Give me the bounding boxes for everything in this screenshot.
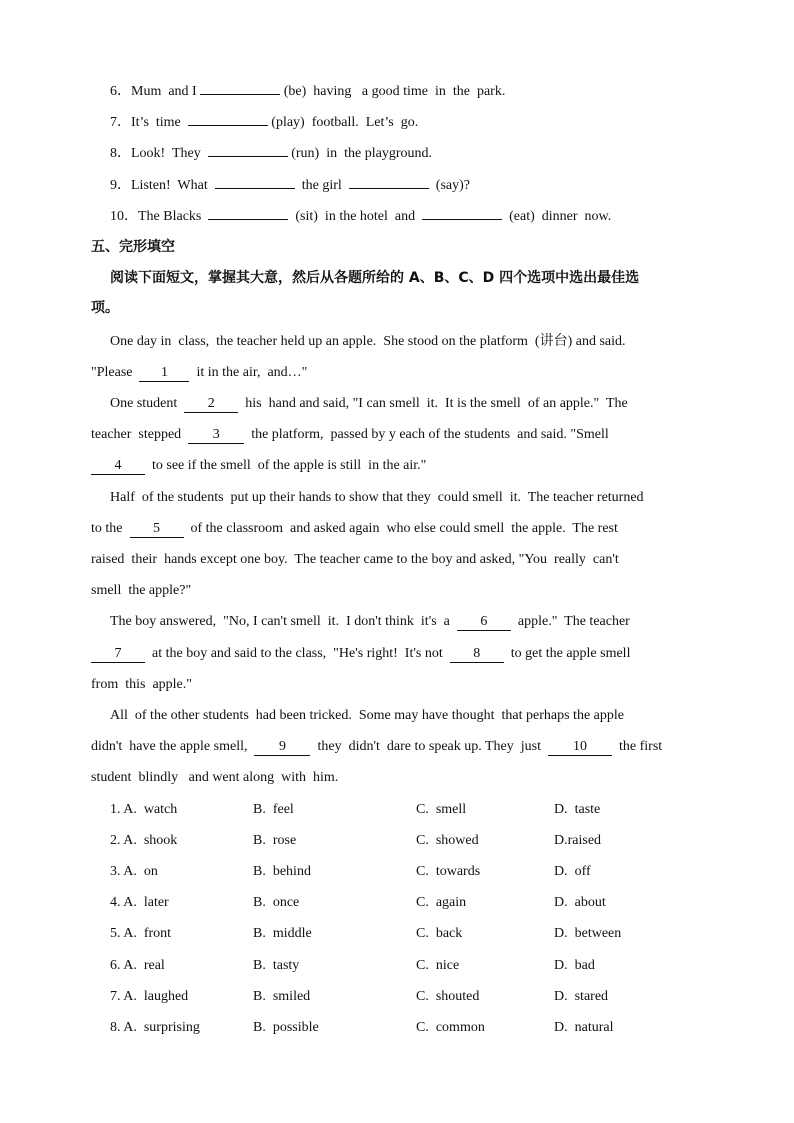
passage-text: to see if the smell of the apple is still in the air."	[145, 458, 427, 473]
cloze-blank-5[interactable]: 5	[130, 521, 184, 538]
passage-text: of the classroom and asked again who else could smell the apple. The rest	[183, 521, 618, 536]
item-number: 10．	[110, 209, 138, 224]
passage-line	[91, 456, 426, 476]
passage-text: his hand and said, "I can smell it. It is the smell of an apple." The	[238, 396, 628, 411]
option-a[interactable]: 3. A. on	[110, 864, 158, 879]
passage-line	[91, 425, 609, 445]
cloze-blank-2[interactable]: 2	[184, 396, 238, 413]
item-text: (be) having a good time in the park.	[280, 84, 506, 99]
cloze-blank-10[interactable]: 10	[548, 739, 612, 756]
passage-text: apple." The teacher	[510, 614, 630, 629]
item-text: the girl	[294, 178, 349, 193]
option-c[interactable]: C. back	[416, 926, 463, 941]
cloze-blank-7[interactable]: 7	[91, 646, 145, 663]
option-b[interactable]: B. smiled	[253, 989, 311, 1004]
passage-text: "Please	[91, 365, 140, 380]
passage-text: at the boy and said to the class, "He's right! It's not	[145, 646, 450, 661]
option-a[interactable]: 2. A. shook	[110, 833, 178, 848]
option-d[interactable]: D. taste	[554, 802, 601, 817]
item-text: Mum and I	[131, 84, 201, 99]
item-text: (sit) in the hotel and	[288, 209, 423, 224]
passage-line	[110, 394, 628, 414]
item-text: (say)?	[428, 178, 470, 193]
passage-text: it in the air, and…"	[189, 365, 308, 380]
option-c[interactable]: C. common	[416, 1020, 485, 1035]
cloze-blank-8[interactable]: 8	[450, 646, 504, 663]
option-c[interactable]: C. towards	[416, 864, 481, 879]
fill-item-10	[110, 207, 611, 227]
item-number: 7．	[110, 115, 131, 130]
option-c[interactable]: C. showed	[416, 833, 479, 848]
passage-line	[91, 363, 307, 383]
passage-text: The boy answered, "No, I can't smell it. I don't think it's a	[110, 614, 457, 629]
item-text: (play) football. Let’s go.	[267, 115, 419, 130]
option-c[interactable]: C. nice	[416, 958, 460, 973]
option-d[interactable]: D. bad	[554, 958, 595, 973]
option-d[interactable]: D. between	[554, 926, 622, 941]
item-number: 9．	[110, 178, 131, 193]
cloze-blank-1[interactable]: 1	[139, 365, 189, 382]
item-text: (eat) dinner now.	[502, 209, 612, 224]
passage-text: didn't have the apple smell,	[91, 739, 255, 754]
fill-item-8	[110, 144, 432, 164]
item-number: 8．	[110, 146, 131, 161]
answer-blank[interactable]	[208, 219, 288, 220]
option-a[interactable]: 8. A. surprising	[110, 1020, 200, 1035]
answer-blank[interactable]	[422, 219, 502, 220]
section-instruction: 阅读下面短文，掌握其大意，然后从各题所给的 A、B、C、D 四个选项中选出最佳选	[110, 270, 640, 286]
section-instruction-cont: 项。	[91, 300, 119, 316]
option-c[interactable]: C. shouted	[416, 989, 480, 1004]
option-b[interactable]: B. possible	[253, 1020, 319, 1035]
option-b[interactable]: B. tasty	[253, 958, 300, 973]
cloze-blank-9[interactable]: 9	[254, 739, 310, 756]
passage-line	[91, 644, 630, 664]
passage-line	[110, 612, 630, 632]
passage-text: to the	[91, 521, 130, 536]
passage-line: from this apple."	[91, 677, 192, 692]
item-text: Listen! What	[131, 178, 215, 193]
item-text: The Blacks	[138, 209, 209, 224]
answer-blank[interactable]	[215, 188, 295, 189]
passage-line: All of the other students had been tricked. Some may have thought that perhaps the apple	[110, 708, 624, 723]
option-a[interactable]: 1. A. watch	[110, 802, 178, 817]
answer-blank[interactable]	[208, 156, 288, 157]
passage-line	[91, 737, 662, 757]
option-b[interactable]: B. rose	[253, 833, 297, 848]
option-a[interactable]: 6. A. real	[110, 958, 165, 973]
fill-item-9	[110, 176, 470, 196]
passage-line: One day in class, the teacher held up an apple. She stood on the platform (讲台) and said.	[110, 334, 626, 349]
section-title: 五、完形填空	[91, 239, 175, 255]
option-d[interactable]: D. natural	[554, 1020, 614, 1035]
cloze-blank-3[interactable]: 3	[188, 427, 244, 444]
passage-line: Half of the students put up their hands to show that they could smell it. The teacher returned	[110, 490, 644, 505]
cloze-blank-4[interactable]: 4	[91, 458, 145, 475]
option-c[interactable]: C. smell	[416, 802, 467, 817]
item-text: (run) in the playground.	[287, 146, 432, 161]
option-d[interactable]: D.raised	[554, 833, 602, 848]
option-a[interactable]: 5. A. front	[110, 926, 172, 941]
fill-item-7	[110, 113, 418, 133]
passage-text: they didn't dare to speak up. They just	[310, 739, 548, 754]
item-text: It’s time	[131, 115, 188, 130]
option-b[interactable]: B. once	[253, 895, 300, 910]
answer-blank[interactable]	[349, 188, 429, 189]
passage-text: the platform, passed by y each of the students and said. "Smell	[244, 427, 609, 442]
passage-text: to get the apple smell	[503, 646, 631, 661]
item-number: 6．	[110, 84, 131, 99]
option-a[interactable]: 7. A. laughed	[110, 989, 189, 1004]
option-b[interactable]: B. middle	[253, 926, 312, 941]
answer-blank[interactable]	[188, 125, 268, 126]
passage-line: student blindly and went along with him.	[91, 770, 339, 785]
passage-line: smell the apple?"	[91, 583, 192, 598]
option-a[interactable]: 4. A. later	[110, 895, 169, 910]
passage-text: the first	[612, 739, 663, 754]
passage-line: raised their hands except one boy. The teacher came to the boy and asked, "You really can't	[91, 552, 619, 567]
cloze-blank-6[interactable]: 6	[457, 614, 511, 631]
option-b[interactable]: B. behind	[253, 864, 311, 879]
option-c[interactable]: C. again	[416, 895, 467, 910]
passage-text: teacher stepped	[91, 427, 189, 442]
option-d[interactable]: D. stared	[554, 989, 609, 1004]
option-d[interactable]: D. about	[554, 895, 606, 910]
passage-line	[91, 519, 618, 539]
fill-item-6	[110, 82, 505, 102]
item-text: Look! They	[131, 146, 208, 161]
option-b[interactable]: B. feel	[253, 802, 294, 817]
passage-text: One student	[110, 396, 185, 411]
option-d[interactable]: D. off	[554, 864, 591, 879]
answer-blank[interactable]	[200, 94, 280, 95]
